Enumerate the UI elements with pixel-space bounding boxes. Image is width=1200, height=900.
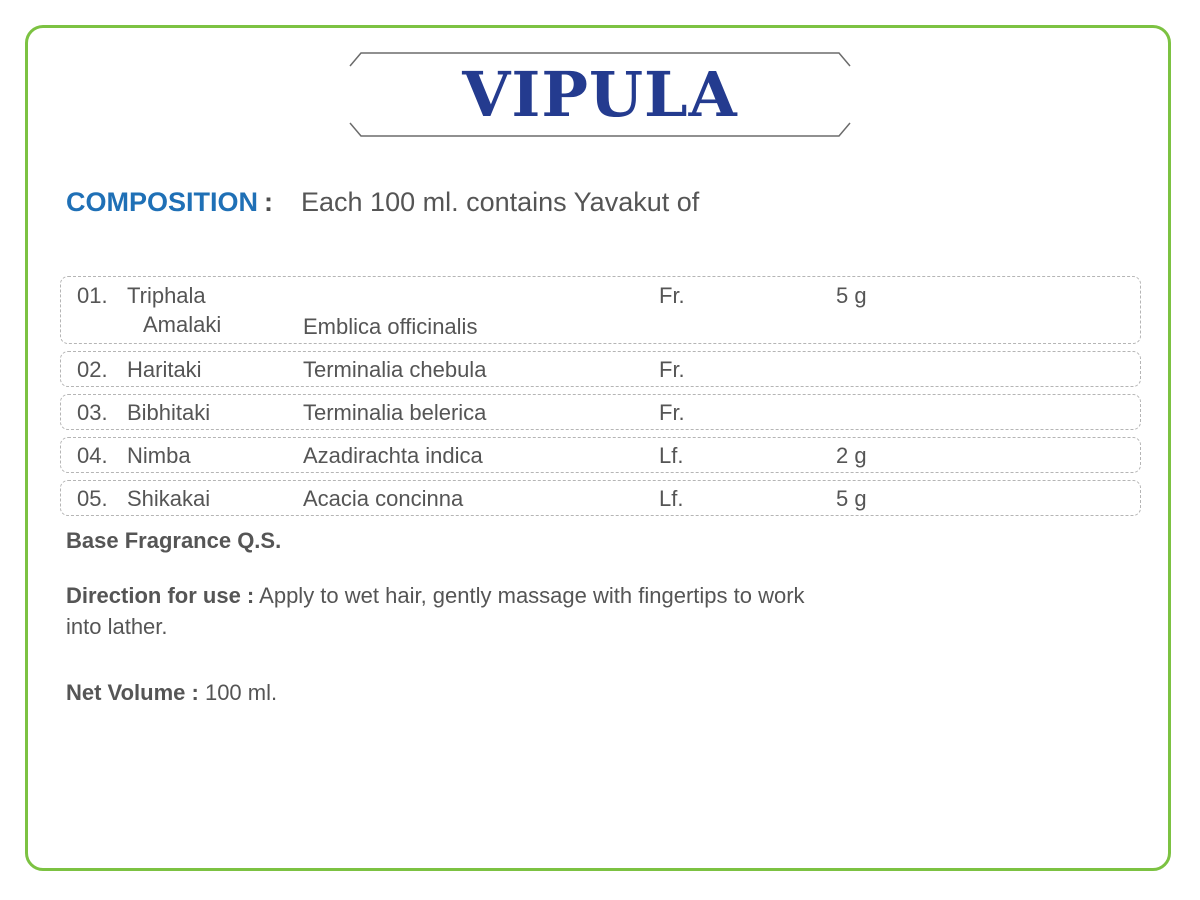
ingredient-name: Bibhitaki [127,400,211,425]
direction-text: Apply to wet hair, gently massage with fingertips to work into lather. [66,583,805,639]
ingredient-number: 04. [77,443,108,468]
ingredient-sub-botanical: Emblica officinalis [303,314,478,339]
product-title: VIPULA [462,58,738,131]
composition-label: COMPOSITION [66,186,259,217]
direction-label: Direction for use : [66,583,255,608]
ingredient-row [60,394,1141,430]
net-volume-label: Net Volume : [66,680,199,705]
ingredient-name: Haritaki [127,357,202,382]
direction-for-use [66,580,826,642]
ingredient-row [60,276,1141,344]
ingredient-name: Nimba [127,443,191,468]
title-banner [349,52,851,137]
ingredient-part: Lf. [659,486,684,511]
ingredient-part: Fr. [659,400,685,425]
ingredient-row [60,351,1141,387]
net-volume [66,680,277,706]
composition-text: Each 100 ml. contains Yavakut of [301,186,700,217]
ingredient-name: Shikakai [127,486,211,511]
ingredient-botanical: Acacia concinna [303,486,464,511]
ingredient-part: Fr. [659,283,685,308]
ingredient-number: 03. [77,400,108,425]
ingredient-name: Triphala [127,283,206,308]
net-volume-value: 100 ml. [204,680,278,705]
ingredient-part: Lf. [659,443,684,468]
base-fragrance: Base Fragrance Q.S. [66,528,282,553]
ingredient-part: Fr. [659,357,685,382]
ingredient-number: 02. [77,357,108,382]
ingredient-row [60,437,1141,473]
ingredient-sub-name: Amalaki [143,312,222,337]
ingredient-botanical: Azadirachta indica [303,443,483,468]
ingredient-quantity: 5 g [836,283,867,308]
ingredient-number: 05. [77,486,108,511]
ingredient-number: 01. [77,283,108,308]
composition-colon: : [264,186,274,217]
ingredient-quantity: 2 g [836,443,867,468]
ingredient-botanical: Terminalia belerica [303,400,487,425]
ingredient-row [60,480,1141,516]
ingredient-botanical: Terminalia chebula [303,357,487,382]
composition-line [66,182,699,222]
ingredient-quantity: 5 g [836,486,867,511]
